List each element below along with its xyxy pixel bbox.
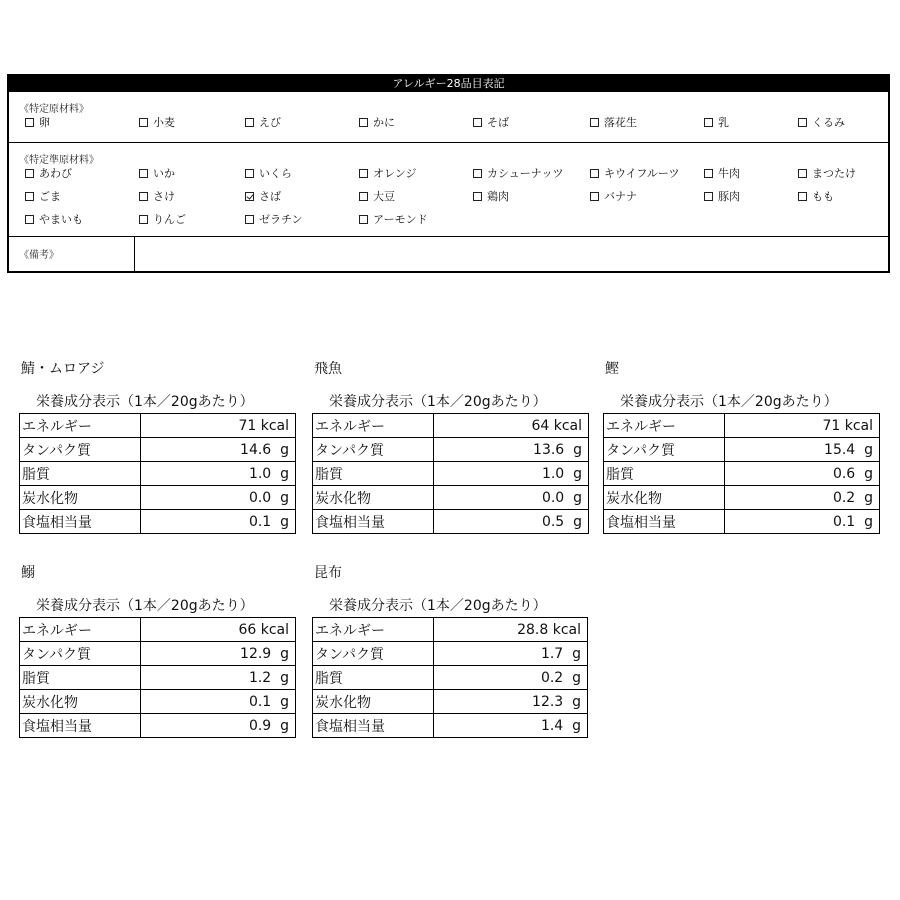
checkbox-square[interactable] — [245, 215, 254, 224]
allergen-checkbox[interactable] — [359, 212, 428, 228]
nutrient-label: 食塩相当量 — [20, 510, 141, 534]
allergen-checkbox[interactable] — [798, 189, 834, 205]
allergen-checkbox[interactable] — [473, 189, 509, 205]
allergen-checkbox[interactable] — [704, 115, 729, 131]
table-row — [313, 462, 589, 486]
nutrient-value: 0.2 g — [434, 666, 588, 690]
table-row — [313, 666, 588, 690]
checkbox-square[interactable] — [245, 118, 254, 127]
allergen-checkbox[interactable] — [139, 115, 175, 131]
allergen-label: もも — [812, 190, 834, 203]
table-row — [313, 690, 588, 714]
allergen-checkbox[interactable] — [590, 189, 637, 205]
nutrition-table — [19, 413, 296, 534]
allergen-label: りんご — [153, 213, 186, 226]
nutrient-value: 0.1 g — [141, 690, 296, 714]
allergen-checkbox[interactable] — [798, 115, 845, 131]
nutrient-value: 0.1 g — [141, 510, 296, 534]
table-row — [20, 642, 296, 666]
checkbox-square[interactable] — [473, 169, 482, 178]
checkbox-square[interactable] — [473, 118, 482, 127]
allergen-checkbox[interactable] — [25, 212, 83, 228]
allergen-checkbox[interactable] — [704, 166, 740, 182]
allergen-checkbox[interactable] — [590, 166, 679, 182]
product-name: 鰹 — [605, 361, 619, 377]
allergen-label: バナナ — [604, 190, 637, 203]
nutrient-label: 炭水化物 — [20, 690, 141, 714]
nutrient-label: タンパク質 — [313, 438, 434, 462]
allergen-checkbox[interactable] — [25, 189, 61, 205]
checkbox-square[interactable] — [139, 118, 148, 127]
checkbox-square[interactable] — [798, 169, 807, 178]
checkbox-square[interactable] — [798, 118, 807, 127]
allergen-checkbox[interactable] — [359, 189, 395, 205]
divider — [9, 142, 888, 143]
nutrition-table — [19, 617, 296, 738]
allergen-checkbox[interactable] — [245, 189, 281, 205]
allergen-label: カシューナッツ — [487, 167, 564, 180]
checkbox-square[interactable] — [359, 215, 368, 224]
nutrient-label: 炭水化物 — [604, 486, 725, 510]
table-row — [20, 438, 296, 462]
nutrient-label: エネルギー — [20, 618, 141, 642]
allergen-checkbox[interactable] — [473, 115, 509, 131]
checkbox-square[interactable] — [590, 192, 599, 201]
nutrient-label: 食塩相当量 — [313, 510, 434, 534]
nutrition-caption: 栄養成分表示（1本／20gあたり） — [329, 598, 547, 614]
nutrient-label: 炭水化物 — [313, 690, 434, 714]
table-row — [604, 438, 880, 462]
checkbox-square[interactable] — [245, 169, 254, 178]
allergen-label: 牛肉 — [718, 167, 740, 180]
allergen-label: 卵 — [39, 116, 50, 129]
nutrient-value: 71 kcal — [725, 414, 880, 438]
allergen-checkbox[interactable] — [798, 166, 856, 182]
nutrient-value: 71 kcal — [141, 414, 296, 438]
nutrient-label: タンパク質 — [20, 642, 141, 666]
checkbox-square[interactable] — [359, 169, 368, 178]
divider — [9, 236, 888, 237]
allergen-label: そば — [487, 116, 509, 129]
nutrient-value: 0.0 g — [434, 486, 589, 510]
allergen-label: 乳 — [718, 116, 729, 129]
checkbox-square[interactable] — [798, 192, 807, 201]
checkbox-square[interactable] — [359, 118, 368, 127]
table-row — [313, 618, 588, 642]
table-row — [20, 414, 296, 438]
allergen-label: いくら — [259, 167, 292, 180]
nutrient-label: 脂質 — [604, 462, 725, 486]
allergen-checkbox[interactable] — [139, 166, 175, 182]
nutrient-label: エネルギー — [313, 618, 434, 642]
table-row — [313, 510, 589, 534]
nutrient-label: 脂質 — [313, 666, 434, 690]
nutrient-value: 12.3 g — [434, 690, 588, 714]
nutrient-value: 0.5 g — [434, 510, 589, 534]
nutrition-table — [312, 413, 589, 534]
checkbox-square[interactable] — [25, 118, 34, 127]
nutrient-label: エネルギー — [20, 414, 141, 438]
allergen-label: ごま — [39, 190, 61, 203]
checkbox-square[interactable] — [473, 192, 482, 201]
nutrition-table — [312, 617, 588, 738]
nutrition-caption: 栄養成分表示（1本／20gあたり） — [620, 394, 838, 410]
nutrient-label: 脂質 — [20, 462, 141, 486]
nutrient-label: 食塩相当量 — [313, 714, 434, 738]
allergen-checkbox[interactable] — [25, 115, 50, 131]
allergen-label: あわび — [39, 167, 72, 180]
table-row — [313, 486, 589, 510]
table-row — [20, 666, 296, 690]
allergen-label: 落花生 — [604, 116, 637, 129]
allergen-label: 鶏肉 — [487, 190, 509, 203]
semi-section-label: 《特定準原材料》 — [19, 155, 99, 166]
checkbox-square[interactable] — [139, 192, 148, 201]
allergen-checkbox[interactable] — [590, 115, 637, 131]
nutrient-label: エネルギー — [604, 414, 725, 438]
nutrient-value: 1.4 g — [434, 714, 588, 738]
nutrient-value: 0.0 g — [141, 486, 296, 510]
nutrition-caption: 栄養成分表示（1本／20gあたり） — [36, 598, 254, 614]
nutrient-label: 炭水化物 — [313, 486, 434, 510]
nutrition-table — [603, 413, 880, 534]
table-row — [313, 414, 589, 438]
checkbox-square[interactable] — [704, 192, 713, 201]
allergen-label: やまいも — [39, 213, 83, 226]
allergen-label: くるみ — [812, 116, 845, 129]
checkbox-square[interactable] — [139, 215, 148, 224]
allergen-checkbox[interactable] — [359, 115, 395, 131]
checkbox-square[interactable] — [359, 192, 368, 201]
product-name: 鯖・ムロアジ — [21, 361, 105, 377]
nutrient-label: タンパク質 — [604, 438, 725, 462]
checkbox-square[interactable] — [139, 169, 148, 178]
nutrient-value: 66 kcal — [141, 618, 296, 642]
nutrient-value: 12.9 g — [141, 642, 296, 666]
allergen-label: いか — [153, 167, 175, 180]
table-row — [20, 690, 296, 714]
nutrient-label: 食塩相当量 — [20, 714, 141, 738]
table-row — [20, 618, 296, 642]
nutrient-value: 1.0 g — [141, 462, 296, 486]
table-row — [604, 414, 880, 438]
allergen-checkbox[interactable] — [473, 166, 564, 182]
allergen-label: えび — [259, 116, 281, 129]
nutrition-caption: 栄養成分表示（1本／20gあたり） — [36, 394, 254, 410]
checkbox-square[interactable] — [25, 215, 34, 224]
allergen-checkbox[interactable] — [25, 166, 72, 182]
nutrition-caption: 栄養成分表示（1本／20gあたり） — [329, 394, 547, 410]
table-row — [20, 486, 296, 510]
checkbox-square[interactable] — [590, 118, 599, 127]
nutrient-value: 0.9 g — [141, 714, 296, 738]
allergy-header: アレルギー28品目表記 — [9, 76, 888, 92]
table-row — [604, 486, 880, 510]
allergen-label: オレンジ — [373, 167, 417, 180]
allergen-label: ゼラチン — [259, 213, 303, 226]
allergen-label: 豚肉 — [718, 190, 740, 203]
checkbox-square[interactable] — [704, 118, 713, 127]
checkbox-square[interactable] — [704, 169, 713, 178]
nutrient-value: 0.2 g — [725, 486, 880, 510]
allergen-checkbox[interactable] — [359, 166, 416, 182]
nutrient-value: 14.6 g — [141, 438, 296, 462]
nutrient-value: 1.2 g — [141, 666, 296, 690]
nutrient-label: 食塩相当量 — [604, 510, 725, 534]
nutrient-value: 0.6 g — [725, 462, 880, 486]
nutrient-label: 脂質 — [20, 666, 141, 690]
allergen-checkbox[interactable] — [245, 166, 292, 182]
nutrient-value: 1.0 g — [434, 462, 589, 486]
checkbox-square[interactable] — [25, 169, 34, 178]
allergen-label: かに — [373, 116, 395, 129]
product-name: 飛魚 — [314, 361, 342, 377]
nutrient-value: 28.8 kcal — [434, 618, 588, 642]
nutrient-label: 炭水化物 — [20, 486, 141, 510]
table-row — [313, 714, 588, 738]
specified-section-label: 《特定原材料》 — [19, 104, 89, 115]
nutrient-value: 64 kcal — [434, 414, 589, 438]
allergen-checkbox[interactable] — [704, 189, 740, 205]
table-row — [313, 438, 589, 462]
checkbox-square[interactable] — [245, 192, 254, 201]
allergen-label: まつたけ — [812, 167, 856, 180]
table-row — [20, 510, 296, 534]
nutrient-value: 1.7 g — [434, 642, 588, 666]
table-row — [20, 714, 296, 738]
table-row — [20, 462, 296, 486]
allergen-label: キウイフルーツ — [604, 167, 680, 180]
checkbox-square[interactable] — [590, 169, 599, 178]
allergy-panel — [7, 74, 890, 273]
table-row — [313, 642, 588, 666]
table-row — [604, 462, 880, 486]
nutrient-label: タンパク質 — [20, 438, 141, 462]
notes-divider — [134, 236, 135, 271]
allergen-label: さば — [259, 190, 281, 203]
table-row — [604, 510, 880, 534]
allergen-checkbox[interactable] — [245, 212, 302, 228]
allergen-label: 小麦 — [153, 116, 175, 129]
product-name: 鰯 — [21, 565, 35, 581]
checkbox-square[interactable] — [25, 192, 34, 201]
allergen-checkbox[interactable] — [245, 115, 281, 131]
nutrient-value: 0.1 g — [725, 510, 880, 534]
nutrient-label: 脂質 — [313, 462, 434, 486]
notes-label: 《備考》 — [19, 250, 59, 261]
nutrient-label: タンパク質 — [313, 642, 434, 666]
allergen-label: 大豆 — [373, 190, 395, 203]
nutrient-value: 13.6 g — [434, 438, 589, 462]
allergen-checkbox[interactable] — [139, 189, 175, 205]
product-name: 昆布 — [314, 565, 342, 581]
nutrient-label: エネルギー — [313, 414, 434, 438]
allergen-label: さけ — [153, 190, 175, 203]
allergen-checkbox[interactable] — [139, 212, 186, 228]
nutrient-value: 15.4 g — [725, 438, 880, 462]
allergen-label: アーモンド — [373, 213, 428, 226]
